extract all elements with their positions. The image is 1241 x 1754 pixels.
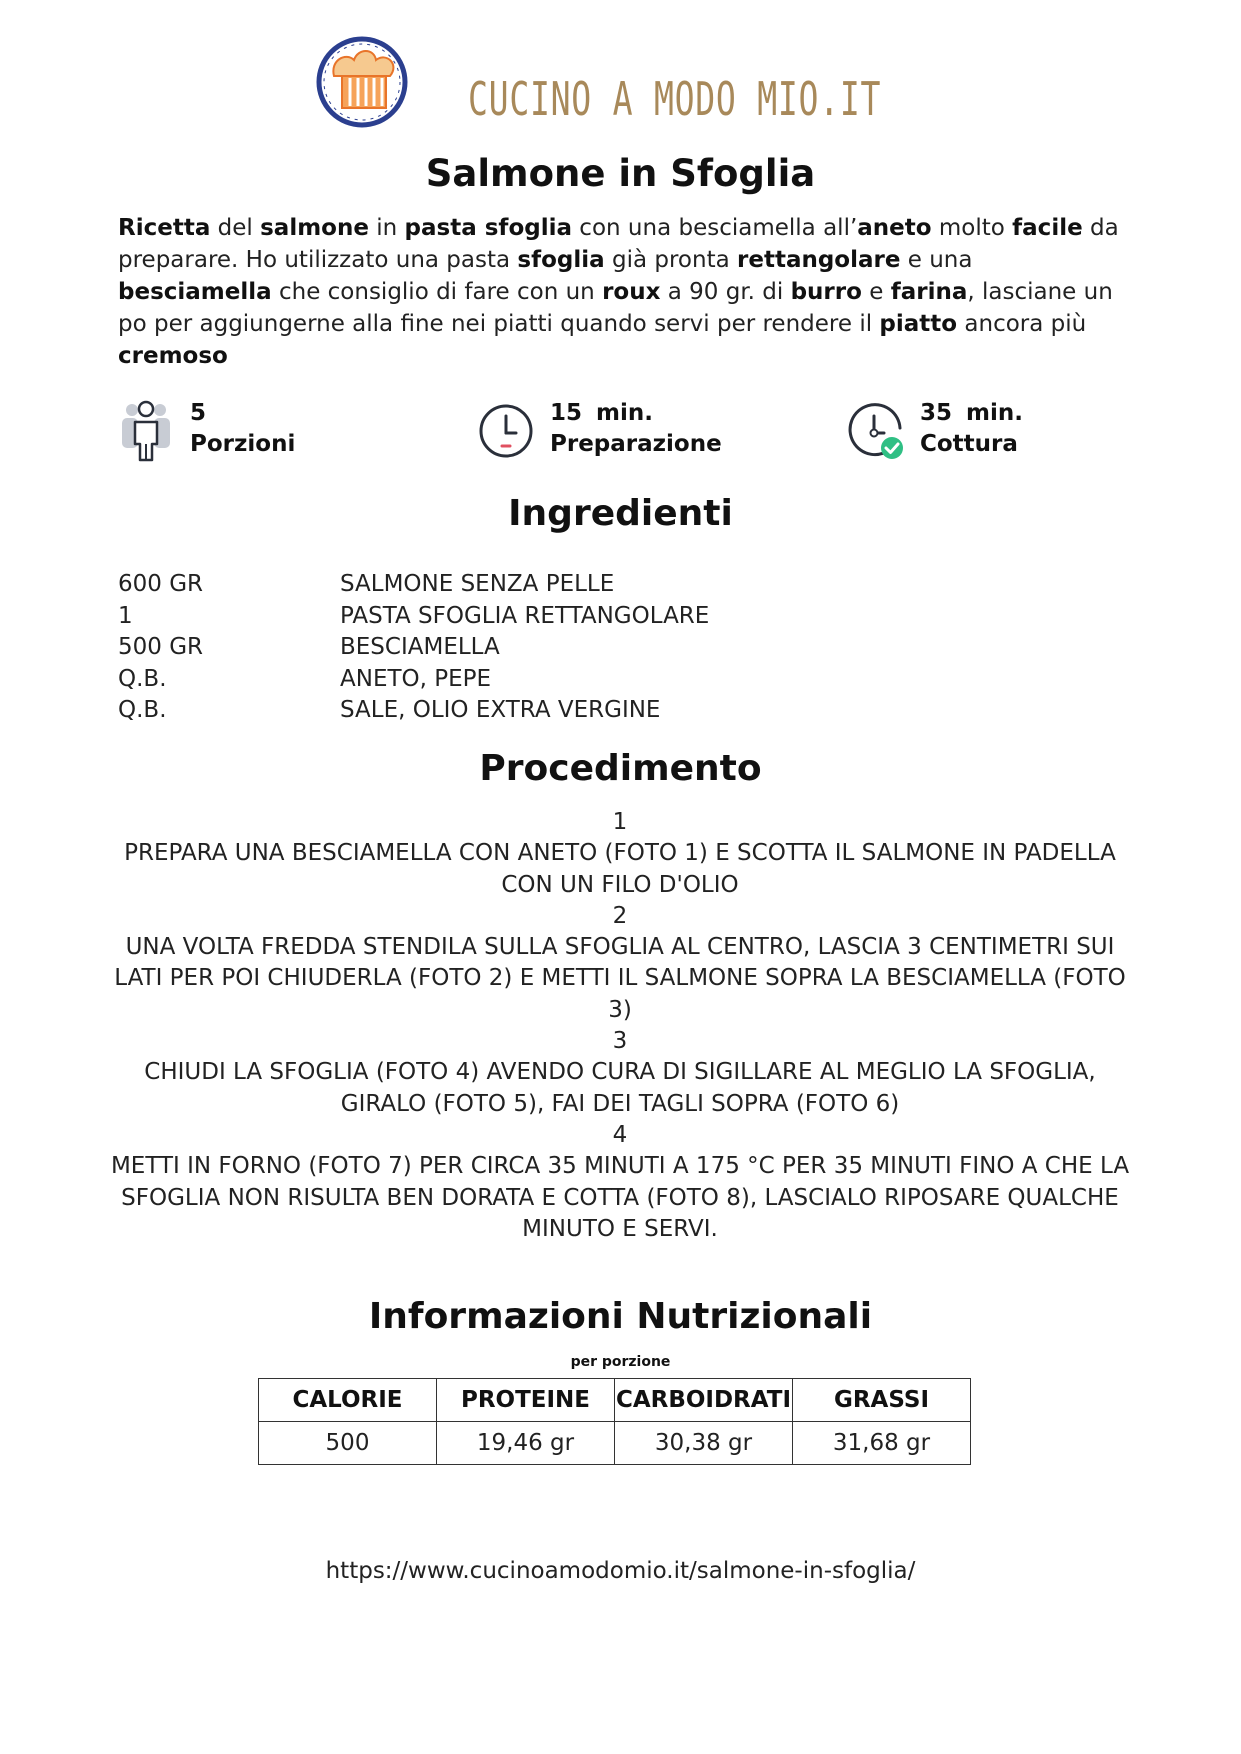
intro-text: e una [900, 247, 973, 273]
intro-text: da preparare. Ho utilizzato una pasta [118, 215, 1119, 273]
nutrition-header-calorie: CALORIE [259, 1379, 437, 1422]
ingredient-quantity: 500 GR [118, 634, 204, 660]
step-number: 3 [612, 1028, 628, 1055]
nutrition-value-carboidrati: 30,38 gr [615, 1422, 793, 1465]
intro-text: con una besciamella all’ [572, 215, 858, 241]
step-text: CHIUDI LA SFOGLIA (FOTO 4) AVENDO CURA DI SIGILLARE AL MEGLIO LA SFOGLIA, GIRALO (FOTO 5), FAI DEI TAGLI SOPRA (FOTO 6) [144, 1059, 1096, 1117]
ingredient-name: PASTA SFOGLIA RETTANGOLARE [340, 602, 710, 629]
nutrition-header-row [259, 1379, 971, 1422]
step-text: UNA VOLTA FREDDA STENDILA SULLA SFOGLIA AL CENTRO, LASCIA 3 CENTIMETRI SUI LATI PER POI CHIUDERLA (FOTO 2) E METTI IL SALMONE SOPRA LA BESCIAMELLA (FOTO 3) [114, 934, 1126, 1023]
step-text: METTI IN FORNO (FOTO 7) PER CIRCA 35 MINUTI A 175 °C PER 35 MINUTI FINO A CHE LA SFOGLIA NON RISULTA BEN DORATA E COTTA (FOTO 8), LASCIALO RIPOSARE QUALCHE MINUTO E SERVI. [110, 1153, 1130, 1242]
prep-value: 15 [550, 400, 583, 426]
nutrition-header-proteine: PROTEINE [437, 1379, 615, 1422]
nutrition-subheading: per porzione [570, 1354, 671, 1370]
ingredient-row [118, 695, 1018, 727]
intro-text: , lasciane un po per aggiungerne alla fine nei piatti quando servi per rendere il [118, 279, 1113, 337]
intro-text: che consiglio di fare con un [271, 279, 603, 305]
intro-keyword: roux [602, 279, 661, 305]
recipe-title: Salmone in Sfoglia [425, 152, 816, 195]
ingredients-heading: Ingredienti [508, 493, 733, 534]
ingredient-name: BESCIAMELLA [340, 634, 500, 660]
nutrition-header-grassi: GRASSI [793, 1379, 971, 1422]
ingredient-row [118, 632, 1018, 664]
ingredient-row [118, 569, 1018, 601]
nutrition-heading: Informazioni Nutrizionali [368, 1296, 873, 1337]
ingredient-quantity: Q.B. [118, 697, 167, 723]
site-header [0, 32, 1241, 142]
ingredient-row [118, 601, 1018, 633]
procedure-steps [110, 807, 1130, 1245]
step-number: 4 [612, 1121, 628, 1148]
intro-keyword: facile [1012, 215, 1083, 241]
intro-keyword: piatto [879, 311, 958, 337]
ingredient-name: ANETO, PEPE [340, 665, 492, 692]
cook-unit: min. [966, 400, 1023, 426]
nutrition-value-calorie: 500 [259, 1422, 437, 1465]
ingredient-quantity: 1 [118, 602, 133, 629]
intro-keyword: besciamella [118, 279, 272, 305]
ingredients-list [118, 569, 1018, 727]
prep-label: Preparazione [550, 431, 722, 457]
intro-keyword: salmone [260, 215, 369, 241]
cook-label: Cottura [920, 431, 1018, 457]
intro-keyword: farina [890, 279, 968, 305]
intro-keyword: burro [790, 279, 862, 305]
intro-text: ancora più [957, 311, 1087, 337]
step-number: 1 [612, 809, 628, 835]
intro-text: del [210, 215, 261, 241]
servings-label: Porzioni [190, 431, 296, 457]
intro-keyword: aneto [857, 215, 932, 241]
nutrition-value-proteine: 19,46 gr [437, 1422, 615, 1465]
nutrition-value-row [259, 1422, 971, 1465]
brand-name[interactable]: CUCINO A MODO MIO.IT [468, 72, 882, 126]
clock-icon [478, 400, 534, 462]
recipe-stats [0, 398, 1241, 468]
people-icon [118, 400, 174, 462]
intro-text: a 90 gr. di [660, 279, 791, 305]
intro-keyword: pasta sfoglia [404, 215, 572, 241]
ingredient-row [118, 664, 1018, 696]
intro-keyword: sfoglia [517, 247, 605, 273]
intro-keyword: cremoso [118, 343, 228, 369]
nutrition-header-carboidrati: CARBOIDRATI [615, 1379, 793, 1422]
cook-value: 35 [920, 400, 953, 426]
servings-value: 5 [190, 400, 207, 426]
prep-unit: min. [596, 400, 653, 426]
recipe-intro [118, 212, 1128, 372]
intro-text: in [368, 215, 405, 241]
ingredient-quantity: 600 GR [118, 571, 204, 597]
intro-keyword: rettangolare [737, 247, 901, 273]
source-url-link[interactable]: https://www.cucinoamodomio.it/salmone-in-sfoglia/ [325, 1558, 916, 1584]
step-number: 2 [612, 902, 628, 929]
ingredient-quantity: Q.B. [118, 665, 167, 692]
nutrition-table [258, 1378, 971, 1465]
chef-hat-logo-icon [312, 32, 412, 132]
nutrition-value-grassi: 31,68 gr [793, 1422, 971, 1465]
ingredient-name: SALE, OLIO EXTRA VERGINE [340, 697, 661, 723]
ingredient-name: SALMONE SENZA PELLE [340, 571, 615, 597]
intro-text: e [861, 279, 891, 305]
intro-keyword: Ricetta [118, 215, 211, 241]
intro-text: già pronta [604, 247, 738, 273]
procedure-heading: Procedimento [479, 748, 762, 789]
intro-text: molto [931, 215, 1013, 241]
clock-check-icon [848, 400, 904, 462]
step-text: PREPARA UNA BESCIAMELLA CON ANETO (FOTO 1) E SCOTTA IL SALMONE IN PADELLA CON UN FILO D'OLIO [124, 840, 1116, 898]
